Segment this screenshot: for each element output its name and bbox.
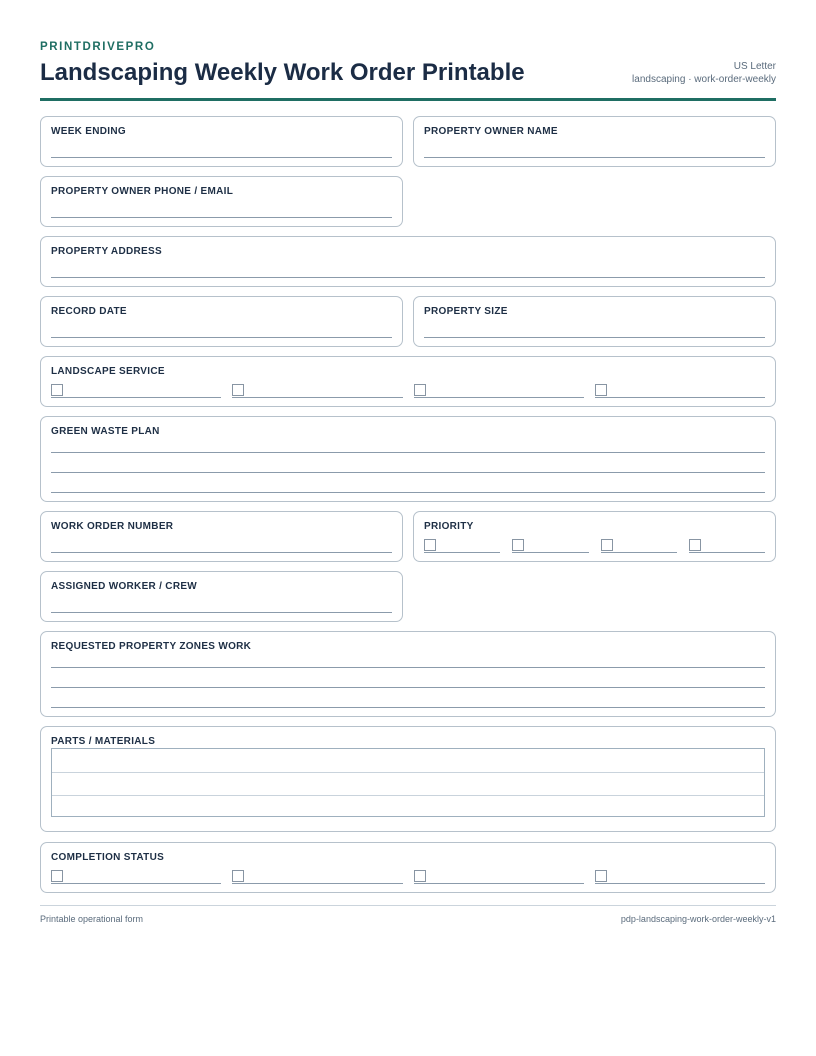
green-waste-plan-line-2[interactable] bbox=[51, 472, 765, 473]
checkbox-icon[interactable] bbox=[689, 539, 701, 551]
work-order-number-label: WORK ORDER NUMBER bbox=[51, 521, 174, 532]
priority-option-1[interactable] bbox=[424, 538, 500, 553]
requested-zones-field[interactable] bbox=[40, 631, 776, 717]
footer-note: Printable operational form bbox=[40, 914, 144, 924]
completion-status-field bbox=[40, 842, 776, 893]
assigned-worker-label: ASSIGNED WORKER / CREW bbox=[51, 581, 198, 592]
property-owner-name-field[interactable] bbox=[413, 116, 776, 167]
checkbox-icon[interactable] bbox=[595, 870, 607, 882]
completion-status-option-2[interactable] bbox=[232, 869, 403, 884]
landscape-service-field bbox=[40, 356, 776, 407]
form-tags: landscaping · work-order-weekly bbox=[632, 74, 776, 85]
property-owner-contact-label: PROPERTY OWNER PHONE / EMAIL bbox=[51, 186, 234, 197]
property-size-field[interactable] bbox=[413, 296, 776, 347]
assigned-worker-line[interactable] bbox=[51, 612, 392, 613]
property-owner-name-label: PROPERTY OWNER NAME bbox=[424, 126, 558, 137]
form-id: pdp-landscaping-work-order-weekly-v1 bbox=[620, 914, 776, 924]
checkbox-icon[interactable] bbox=[51, 870, 63, 882]
completion-status-option-4[interactable] bbox=[595, 869, 765, 884]
table-row-divider bbox=[52, 795, 764, 796]
table-row-divider bbox=[52, 772, 764, 773]
green-waste-plan-line-1[interactable] bbox=[51, 452, 765, 453]
checkbox-icon[interactable] bbox=[601, 539, 613, 551]
record-date-label: RECORD DATE bbox=[51, 306, 127, 317]
form-meta bbox=[632, 60, 776, 86]
form-page bbox=[40, 40, 776, 863]
property-owner-name-line[interactable] bbox=[424, 157, 765, 158]
completion-status-label: COMPLETION STATUS bbox=[51, 852, 165, 863]
landscape-service-option-4[interactable] bbox=[595, 383, 765, 398]
parts-materials-table[interactable] bbox=[51, 748, 765, 817]
checkbox-icon[interactable] bbox=[512, 539, 524, 551]
landscape-service-option-3[interactable] bbox=[414, 383, 584, 398]
priority-field bbox=[413, 511, 776, 562]
checkbox-icon[interactable] bbox=[51, 384, 63, 396]
property-owner-contact-field[interactable] bbox=[40, 176, 403, 227]
parts-materials-field bbox=[40, 726, 776, 832]
page-title: Landscaping Weekly Work Order Printable bbox=[40, 59, 525, 86]
checkbox-icon[interactable] bbox=[424, 539, 436, 551]
property-address-line[interactable] bbox=[51, 277, 765, 278]
checkbox-icon[interactable] bbox=[232, 870, 244, 882]
record-date-field[interactable] bbox=[40, 296, 403, 347]
priority-option-4[interactable] bbox=[689, 538, 765, 553]
requested-zones-line-3[interactable] bbox=[51, 707, 765, 708]
landscape-service-option-2[interactable] bbox=[232, 383, 403, 398]
week-ending-label: WEEK ENDING bbox=[51, 126, 126, 137]
green-waste-plan-field[interactable] bbox=[40, 416, 776, 502]
property-size-label: PROPERTY SIZE bbox=[424, 306, 508, 317]
landscape-service-option-1[interactable] bbox=[51, 383, 221, 398]
priority-label: PRIORITY bbox=[424, 521, 474, 532]
completion-status-option-3[interactable] bbox=[414, 869, 584, 884]
checkbox-icon[interactable] bbox=[414, 384, 426, 396]
checkbox-icon[interactable] bbox=[414, 870, 426, 882]
work-order-number-line[interactable] bbox=[51, 552, 392, 553]
brand-name: PRINTDRIVEPRO bbox=[40, 41, 156, 53]
landscape-service-label: LANDSCAPE SERVICE bbox=[51, 366, 165, 377]
form-footer bbox=[40, 905, 776, 924]
work-order-number-field[interactable] bbox=[40, 511, 403, 562]
completion-status-option-1[interactable] bbox=[51, 869, 221, 884]
priority-option-3[interactable] bbox=[601, 538, 677, 553]
form-header bbox=[40, 40, 776, 101]
requested-zones-label: REQUESTED PROPERTY ZONES WORK bbox=[51, 641, 252, 652]
requested-zones-line-1[interactable] bbox=[51, 667, 765, 668]
week-ending-field[interactable] bbox=[40, 116, 403, 167]
requested-zones-line-2[interactable] bbox=[51, 687, 765, 688]
property-owner-contact-line[interactable] bbox=[51, 217, 392, 218]
green-waste-plan-line-3[interactable] bbox=[51, 492, 765, 493]
paper-size: US Letter bbox=[733, 61, 776, 72]
checkbox-icon[interactable] bbox=[232, 384, 244, 396]
green-waste-plan-label: GREEN WASTE PLAN bbox=[51, 426, 160, 437]
checkbox-icon[interactable] bbox=[595, 384, 607, 396]
record-date-line[interactable] bbox=[51, 337, 392, 338]
week-ending-line[interactable] bbox=[51, 157, 392, 158]
assigned-worker-field[interactable] bbox=[40, 571, 403, 622]
priority-option-2[interactable] bbox=[512, 538, 589, 553]
parts-materials-label: PARTS / MATERIALS bbox=[51, 736, 156, 747]
property-address-label: PROPERTY ADDRESS bbox=[51, 246, 162, 257]
property-size-line[interactable] bbox=[424, 337, 765, 338]
property-address-field[interactable] bbox=[40, 236, 776, 287]
